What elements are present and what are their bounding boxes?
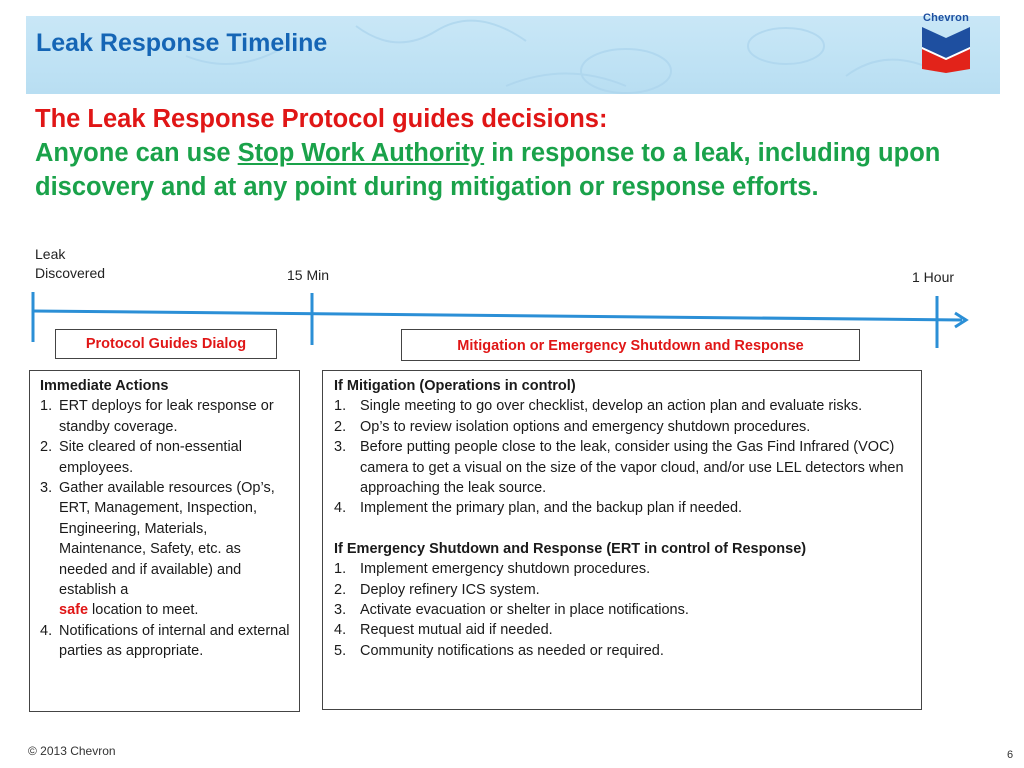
stop-work-authority-link[interactable]: Stop Work Authority [237, 139, 485, 167]
list-item: 3. Activate evacuation or shelter in place notifications. [334, 602, 689, 619]
copyright: © 2013 Chevron [28, 744, 116, 758]
shutdown-list [334, 559, 909, 661]
timeline-15min-label: 15 Min [287, 267, 330, 283]
timeline-axis [33, 311, 962, 320]
phase-protocol-box: Protocol Guides Dialog [55, 329, 277, 359]
mitigation-list [334, 396, 909, 518]
safe-emphasis: safe [59, 602, 89, 619]
immediate-actions-list [40, 396, 293, 661]
mitigation-heading: If Mitigation (Operations in control) [334, 378, 576, 394]
header-band [26, 16, 1000, 94]
immediate-actions-box [29, 370, 300, 712]
list-item: 4. Notifications of internal and external parties as appropriate. [40, 622, 290, 660]
list-item: 5. Community notifications as needed or required. [334, 642, 664, 659]
mitigation-actions-box [322, 370, 922, 710]
list-item: 4. Request mutual aid if needed. [334, 622, 553, 639]
list-item: 3. Before putting people close to the leak, consider using the Gas Find Infrared (VOC) camera to get a visual on the size of the vapor cloud, and/or use LEL detectors when approaching the leak source. [334, 439, 904, 497]
timeline-arrow-icon [955, 313, 966, 327]
page-number: 6 [1007, 749, 1014, 761]
timeline-1hour-label: 1 Hour [912, 269, 955, 285]
phase-mitigation-box: Mitigation or Emergency Shutdown and Response [401, 329, 860, 361]
list-item: 2. Op’s to review isolation options and emergency shutdown procedures. [334, 418, 811, 435]
list-item: 4. Implement the primary plan, and the backup plan if needed. [334, 500, 743, 517]
list-item: 1. ERT deploys for leak response or standby coverage. [40, 398, 274, 435]
list-item: 2. Site cleared of non-essential employees. [40, 439, 242, 476]
list-item: 3. Gather available resources (Op’s, ERT, Management, Inspection, Engineering, Materials, Maintenance, Safety, etc. as needed and if available) and establish a safe location to meet. [40, 480, 275, 619]
timeline-start-label-line1: Leak [35, 246, 66, 262]
immediate-actions-heading: Immediate Actions [40, 378, 169, 394]
timeline-start-label-line2: Discovered [35, 265, 106, 281]
chevron-logo [916, 12, 976, 74]
chevron-emblem-icon [922, 25, 970, 73]
section-spacer [334, 519, 909, 539]
lead-statement [35, 102, 1005, 204]
list-item: 1. Implement emergency shutdown procedures. [334, 561, 651, 578]
page-title: Leak Response Timeline [36, 29, 328, 57]
lead-body [35, 136, 1005, 204]
lead-body-start: Anyone can use [35, 139, 238, 167]
logo-wordmark: Chevron [922, 12, 970, 24]
timeline-start-label [35, 245, 105, 283]
lead-body-end: in response to a leak, including upon discovery and at any point during mitigation or response efforts. [35, 139, 941, 201]
lead-heading: The Leak Response Protocol guides decisions: [35, 105, 608, 133]
shutdown-heading: If Emergency Shutdown and Response (ERT in control of Response) [334, 540, 807, 557]
list-item: 2. Deploy refinery ICS system. [334, 581, 540, 598]
list-item: 1. Single meeting to go over checklist, develop an action plan and evaluate risks. [334, 398, 863, 415]
